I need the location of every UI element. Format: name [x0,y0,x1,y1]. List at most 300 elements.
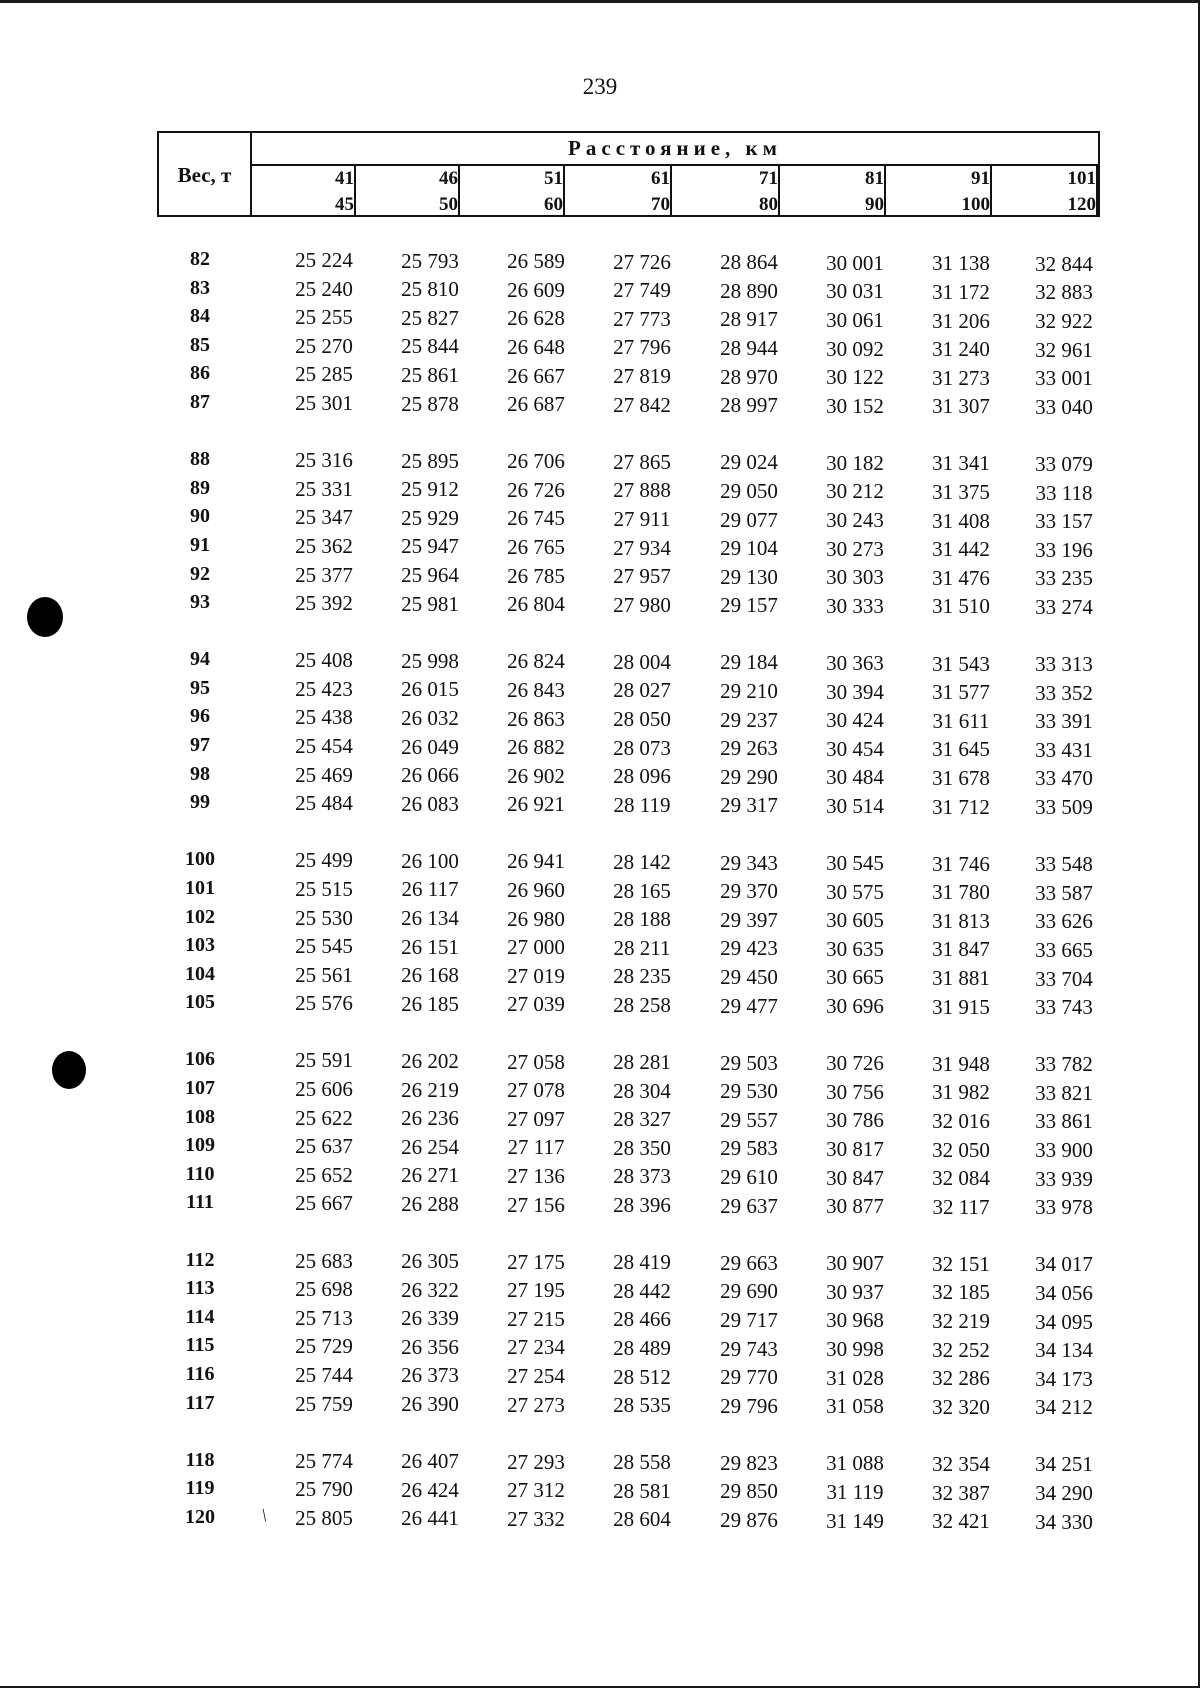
tariff-cell: 31 847 [932,937,990,962]
tariff-cell: 26 168 [401,963,459,988]
weight-cell: 89 [190,476,210,499]
tariff-cell: 31 058 [826,1394,884,1419]
tariff-cell: 25 981 [401,591,459,616]
tariff-cell: 25 591 [295,1048,353,1073]
tariff-cell: 33 978 [1035,1195,1093,1220]
tariff-cell: 32 387 [932,1480,990,1505]
tariff-cell: 29 796 [720,1393,778,1418]
tariff-cell: 26 236 [401,1106,459,1131]
tariff-cell: 33 235 [1035,566,1093,591]
tariff-cell: 25 423 [295,676,353,701]
tariff-cell: 28 512 [613,1364,671,1389]
tariff-cell: 30 212 [826,479,884,504]
tariff-cell: 25 912 [401,477,459,502]
tariff-cell: 26 373 [401,1363,459,1388]
weight-cell: 116 [185,1362,215,1385]
tariff-cell: 31 476 [932,565,990,590]
tariff-cell: 29 263 [720,736,778,761]
tariff-cell: 31 611 [932,708,990,733]
tariff-cell: 28 050 [613,707,671,732]
tariff-cell: 30 333 [826,593,884,618]
tariff-cell: 31 240 [932,337,990,362]
weight-cell: 86 [190,362,210,385]
range-to: 50 [439,194,458,215]
tariff-cell: 33 665 [1035,937,1093,962]
distance-range-header [286,166,356,218]
ink-blot [52,1051,86,1089]
tariff-cell: 28 188 [613,907,671,932]
tariff-cell: 28 970 [720,364,778,389]
range-from: 51 [544,168,563,189]
tariff-cell: 25 744 [295,1362,353,1387]
tariff-cell: 29 477 [720,993,778,1018]
tariff-cell: 33 157 [1035,509,1093,534]
weight-cell: 111 [186,1191,214,1214]
range-to: 120 [1067,194,1096,215]
tariff-cell: 33 782 [1035,1052,1093,1077]
tariff-cell: 25 622 [295,1105,353,1130]
weight-cell: 85 [190,333,210,356]
tariff-cell: 26 356 [401,1334,459,1359]
tariff-cell: 31 577 [932,680,990,705]
tariff-cell: 28 304 [613,1078,671,1103]
tariff-cell: 31 645 [932,737,990,762]
weight-cell: 83 [190,276,210,299]
tariff-cell: 27 097 [507,1106,565,1131]
weight-cell: 120 [185,1505,215,1528]
tariff-cell: 26 609 [507,277,565,302]
tariff-cell: 26 726 [507,477,565,502]
tariff-cell: 29 583 [720,1136,778,1161]
tariff-cell: 33 626 [1035,909,1093,934]
tariff-cell: 29 557 [720,1107,778,1132]
tariff-cell: 28 604 [613,1507,671,1532]
tariff-cell: 25 805 [295,1505,353,1530]
tariff-cell: 26 667 [507,363,565,388]
weight-cell: 108 [185,1105,215,1128]
tariff-cell: 25 240 [295,276,353,301]
tariff-cell: 28 997 [720,393,778,418]
tariff-cell: 28 419 [613,1250,671,1275]
tariff-cell: 25 347 [295,505,353,530]
tariff-cell: 32 844 [1035,251,1093,276]
tariff-cell: 27 195 [507,1278,565,1303]
weight-cell: 112 [185,1248,215,1271]
tariff-cell: 30 484 [826,765,884,790]
tariff-cell: 25 255 [295,305,353,330]
tariff-cell: 32 421 [932,1509,990,1534]
tariff-cell: 30 092 [826,336,884,361]
tariff-cell: 32 016 [932,1108,990,1133]
tariff-cell: 34 173 [1035,1366,1093,1391]
tariff-cell: 26 863 [507,706,565,731]
tariff-cell: 31 746 [932,851,990,876]
tariff-cell: 25 683 [295,1248,353,1273]
tariff-cell: 33 743 [1035,995,1093,1020]
tariff-cell: 33 509 [1035,795,1093,820]
tariff-cell: 28 581 [613,1478,671,1503]
weight-cell: 109 [185,1134,215,1157]
tariff-cell: 30 847 [826,1165,884,1190]
tariff-cell: 29 050 [720,478,778,503]
tariff-cell: 25 947 [401,534,459,559]
tariff-cell: 29 610 [720,1165,778,1189]
tariff-cell: 31 813 [932,908,990,933]
tariff-cell: 26 151 [401,934,459,959]
tariff-cell: 30 303 [826,565,884,590]
tariff-cell: 29 343 [720,850,778,875]
tariff-cell: 27 000 [507,935,565,960]
weight-cell: 103 [185,934,215,957]
tariff-cell: 25 561 [295,962,353,987]
tariff-cell: 25 844 [401,334,459,359]
tariff-cell: 27 980 [613,592,671,617]
tariff-cell: 31 273 [932,365,990,390]
tariff-cell: 34 212 [1035,1395,1093,1420]
tariff-cell: 25 713 [295,1305,353,1330]
pencil-tick-mark: / [257,1505,272,1525]
tariff-cell: 30 937 [826,1279,884,1304]
range-from: 46 [439,168,458,189]
tariff-cell: 32 252 [932,1337,990,1362]
tariff-cell: 30 726 [826,1051,884,1076]
tariff-cell: 30 968 [826,1308,884,1333]
tariff-cell: 25 652 [295,1162,353,1187]
tariff-cell: 28 096 [613,764,671,789]
tariff-cell: 28 489 [613,1335,671,1360]
tariff-cell: 30 001 [826,250,884,275]
tariff-cell: 26 706 [507,449,565,474]
tariff-cell: 28 235 [613,964,671,989]
tariff-cell: 25 827 [401,305,459,330]
tariff-cell: 29 717 [720,1307,778,1332]
tariff-cell: 28 396 [613,1193,671,1218]
tariff-cell: 26 902 [507,763,565,788]
tariff-cell: 34 017 [1035,1252,1093,1277]
tariff-cell: 30 756 [826,1079,884,1104]
tariff-cell: 30 575 [826,879,884,904]
tariff-cell: 34 134 [1035,1338,1093,1363]
tariff-cell: 25 408 [295,648,353,673]
range-divider [563,166,565,217]
range-from: 41 [335,168,354,189]
tariff-cell: 25 362 [295,533,353,558]
tariff-cell: 31 028 [826,1365,884,1390]
tariff-cell: 25 530 [295,905,353,930]
tariff-cell: 32 219 [932,1309,990,1333]
tariff-cell: 27 749 [613,278,671,303]
tariff-cell: 28 944 [720,336,778,360]
tariff-cell: 33 431 [1035,737,1093,762]
tariff-cell: 29 850 [720,1479,778,1504]
tariff-cell: 25 301 [295,391,353,415]
tariff-cell: 28 027 [613,678,671,703]
tariff-cell: 26 049 [401,734,459,759]
tariff-cell: 31 088 [826,1451,884,1476]
tariff-cell: 26 032 [401,705,459,730]
tariff-cell: 27 293 [507,1449,565,1474]
tariff-cell: 30 152 [826,393,884,418]
range-from: 81 [865,168,884,189]
tariff-cell: 26 941 [507,849,565,874]
tariff-cell: 29 104 [720,536,778,561]
weight-cell: 96 [190,705,210,728]
tariff-cell: 30 696 [826,994,884,1019]
tariff-cell: 26 765 [507,535,565,559]
tariff-cell: 32 151 [932,1251,990,1276]
tariff-cell: 29 317 [720,793,778,818]
tariff-cell: 25 637 [295,1134,353,1159]
weight-cell: 113 [185,1277,215,1300]
range-to: 90 [865,194,884,215]
tariff-cell: 26 322 [401,1277,459,1302]
tariff-cell: 31 408 [932,508,990,533]
tariff-cell: 26 066 [401,763,459,788]
tariff-cell: 31 138 [932,251,990,276]
tariff-cell: 26 687 [507,392,565,417]
tariff-cell: 32 050 [932,1137,990,1162]
tariff-cell: 25 606 [295,1077,353,1101]
tariff-cell: 29 530 [720,1079,778,1104]
range-divider [990,166,992,217]
tariff-cell: 31 915 [932,994,990,1019]
tariff-cell: 28 165 [613,878,671,903]
tariff-cell: 27 842 [613,392,671,417]
tariff-cell: 31 341 [932,451,990,476]
tariff-cell: 32 117 [932,1194,990,1219]
distance-range-header [1028,166,1098,218]
tariff-cell: 33 548 [1035,852,1093,877]
tariff-cell: 27 726 [613,249,671,274]
weight-cell: 110 [185,1162,215,1185]
tariff-cell: 25 998 [401,648,459,673]
tariff-cell: 26 271 [401,1163,459,1188]
tariff-cell: 33 861 [1035,1109,1093,1134]
tariff-cell: 26 785 [507,563,565,588]
tariff-cell: 30 454 [826,736,884,761]
tariff-cell: 28 142 [613,849,671,874]
tariff-cell: 30 545 [826,851,884,876]
tariff-cell: 28 917 [720,307,778,332]
weight-cell: 107 [185,1077,215,1099]
tariff-cell: 29 663 [720,1250,778,1275]
tariff-cell: 33 704 [1035,966,1093,991]
tariff-cell: 29 743 [720,1336,778,1361]
tariff-cell: 26 628 [507,306,565,331]
tariff-cell: 29 184 [720,650,778,675]
tariff-cell: 27 911 [613,506,671,531]
tariff-cell: 28 373 [613,1164,671,1189]
tariff-cell: 28 535 [613,1393,671,1418]
range-to: 100 [961,194,990,215]
tariff-cell: 30 877 [826,1194,884,1219]
tariff-cell: 27 234 [507,1335,565,1360]
tariff-cell: 26 185 [401,991,459,1016]
tariff-cell: 33 196 [1035,537,1093,562]
tariff-cell: 30 605 [826,908,884,933]
tariff-cell: 25 964 [401,563,459,588]
range-divider [458,166,460,217]
tariff-cell: 27 934 [613,535,671,560]
weight-cell: 114 [185,1305,215,1328]
tariff-cell: 26 219 [401,1077,459,1102]
tariff-cell: 26 100 [401,848,459,873]
tariff-cell: 30 907 [826,1251,884,1276]
tariff-cell: 27 136 [507,1163,565,1188]
tariff-cell: 29 024 [720,450,778,475]
tariff-cell: 30 061 [826,307,884,332]
tariff-cell: 25 499 [295,848,353,873]
range-from: 101 [1067,168,1096,189]
tariff-cell: 25 793 [401,248,459,273]
weight-cell: 88 [190,448,210,471]
tariff-cell: 26 824 [507,649,565,674]
tariff-cell: 27 796 [613,335,671,360]
tariff-cell: 25 392 [295,591,353,616]
tariff-cell: 33 821 [1035,1080,1093,1105]
scan-top-border [0,0,1200,3]
tariff-cell: 26 390 [401,1392,459,1417]
tariff-cell: 29 077 [720,507,778,532]
tariff-cell: 32 922 [1035,309,1093,334]
tariff-cell: 34 056 [1035,1280,1093,1305]
tariff-cell: 31 172 [932,279,990,304]
tariff-cell: 26 407 [401,1449,459,1474]
tariff-cell: 29 690 [720,1279,778,1304]
tariff-cell: 30 122 [826,365,884,390]
tariff-cell: 29 823 [720,1450,778,1475]
tariff-cell: 27 117 [507,1135,565,1160]
weight-cell: 119 [185,1477,215,1500]
weight-cell: 82 [190,248,210,270]
tariff-cell: 33 352 [1035,680,1093,705]
tariff-cell: 27 773 [613,306,671,331]
tariff-cell: 26 745 [507,506,565,531]
distance-title: Расстояние, км [568,136,782,160]
weight-cell: 92 [190,562,210,585]
tariff-cell: 26 288 [401,1191,459,1216]
tariff-cell: 29 210 [720,679,778,703]
tariff-cell: 33 587 [1035,880,1093,905]
tariff-cell: 29 770 [720,1365,778,1390]
tariff-cell: 31 206 [932,308,990,333]
tariff-cell: 26 980 [507,906,565,931]
tariff-cell: 30 665 [826,965,884,990]
table-header [157,131,1100,217]
weight-cell: 101 [185,876,215,899]
distance-range-header [710,166,780,218]
tariff-cell: 28 211 [613,935,671,960]
tariff-cell: 26 589 [507,249,565,274]
range-to: 80 [759,194,778,215]
tariff-cell: 27 156 [507,1192,565,1217]
range-divider [354,166,356,217]
tariff-cell: 25 895 [401,448,459,473]
tariff-cell: 28 073 [613,735,671,760]
tariff-cell: 27 312 [507,1478,565,1503]
tariff-cell: 25 698 [295,1277,353,1302]
tariff-cell: 30 243 [826,508,884,533]
weight-cell: 87 [190,391,210,413]
tariff-cell: 34 330 [1035,1509,1093,1534]
tariff-cell: 27 957 [613,564,671,589]
tariff-cell: 25 667 [295,1191,353,1216]
tariff-cell: 34 095 [1035,1309,1093,1334]
tariff-cell: 26 015 [401,677,459,702]
tariff-cell: 26 134 [401,906,459,931]
tariff-cell: 31 307 [932,394,990,419]
tariff-cell: 25 515 [295,876,353,901]
tariff-cell: 27 215 [507,1306,565,1331]
weight-cell: 106 [185,1048,215,1071]
weight-cell: 98 [190,762,210,785]
tariff-cell: 25 270 [295,333,353,358]
tariff-cell: 30 424 [826,708,884,733]
tariff-cell: 32 883 [1035,280,1093,305]
tariff-cell: 25 790 [295,1477,353,1502]
weight-cell: 104 [185,962,215,985]
tariff-cell: 25 454 [295,734,353,758]
tariff-cell: 28 281 [613,1050,671,1075]
weight-cell: 94 [190,648,210,671]
tariff-cell: 25 545 [295,934,353,959]
tariff-cell: 25 861 [401,362,459,387]
tariff-cell: 31 948 [932,1051,990,1076]
tariff-cell: 30 363 [826,650,884,675]
tariff-cell: 32 320 [932,1394,990,1419]
tariff-cell: 27 058 [507,1049,565,1074]
weight-cell: 95 [190,676,210,699]
tariff-cell: 32 286 [932,1366,990,1391]
range-divider [884,166,886,217]
tariff-cell: 33 118 [1035,480,1093,505]
tariff-cell: 31 712 [932,794,990,819]
tariff-cell: 31 119 [826,1479,884,1504]
distance-range-header [495,166,565,218]
tariff-cell: 31 375 [932,480,990,504]
range-from: 91 [971,168,990,189]
weight-cell: 93 [190,591,210,614]
tariff-cell: 25 576 [295,991,353,1016]
weight-cell: 97 [190,734,210,756]
tariff-cell: 25 285 [295,362,353,387]
tariff-cell: 25 484 [295,791,353,816]
tariff-cell: 26 804 [507,592,565,617]
tariff-cell: 32 185 [932,1280,990,1305]
tariff-cell: 25 469 [295,762,353,787]
tariff-cell: 26 339 [401,1306,459,1331]
tariff-cell: 27 175 [507,1249,565,1274]
weight-column-label: Вес, т [177,163,232,187]
tariff-cell: 27 865 [613,449,671,474]
tariff-cell: 29 397 [720,907,778,932]
tariff-cell: 33 391 [1035,709,1093,734]
distance-range-header [602,166,672,218]
tariff-cell: 26 083 [401,791,459,816]
tariff-cell: 33 079 [1035,451,1093,476]
tariff-cell: 31 678 [932,765,990,790]
weight-cell: 105 [185,991,215,1014]
tariff-cell: 28 890 [720,278,778,303]
tariff-cell: 25 810 [401,277,459,302]
tariff-cell: 25 377 [295,562,353,587]
tariff-cell: 31 510 [932,594,990,619]
weight-cell: 117 [185,1391,215,1414]
distance-range-header [816,166,886,218]
tariff-cell: 27 332 [507,1506,565,1531]
weight-cell: 118 [185,1448,215,1471]
tariff-cell: 26 117 [401,877,459,902]
